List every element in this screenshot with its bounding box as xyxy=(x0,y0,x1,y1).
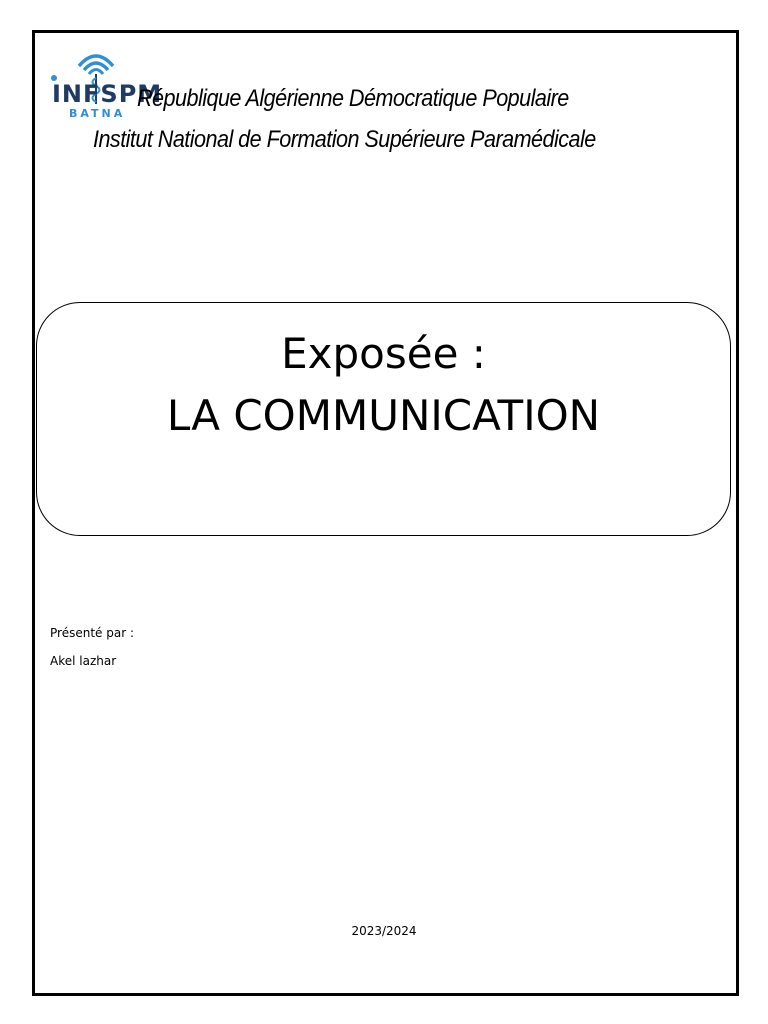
infspm-batna-logo xyxy=(51,48,163,120)
presented-by-label: Présenté par : xyxy=(50,626,134,640)
title-subject: LA COMMUNICATION xyxy=(166,391,601,440)
title-box xyxy=(36,302,731,536)
title-label: Exposée : xyxy=(281,329,486,378)
author-name: Akel lazhar xyxy=(50,654,117,668)
header-institute: Institut National de Formation Supérieure Paramédicale xyxy=(93,126,596,153)
svg-text:BATNA: BATNA xyxy=(69,107,126,120)
header-country: République Algérienne Démocratique Populaire xyxy=(137,85,569,112)
academic-year: 2023/2024 xyxy=(351,924,417,938)
svg-text:INFSPM: INFSPM xyxy=(52,80,163,108)
